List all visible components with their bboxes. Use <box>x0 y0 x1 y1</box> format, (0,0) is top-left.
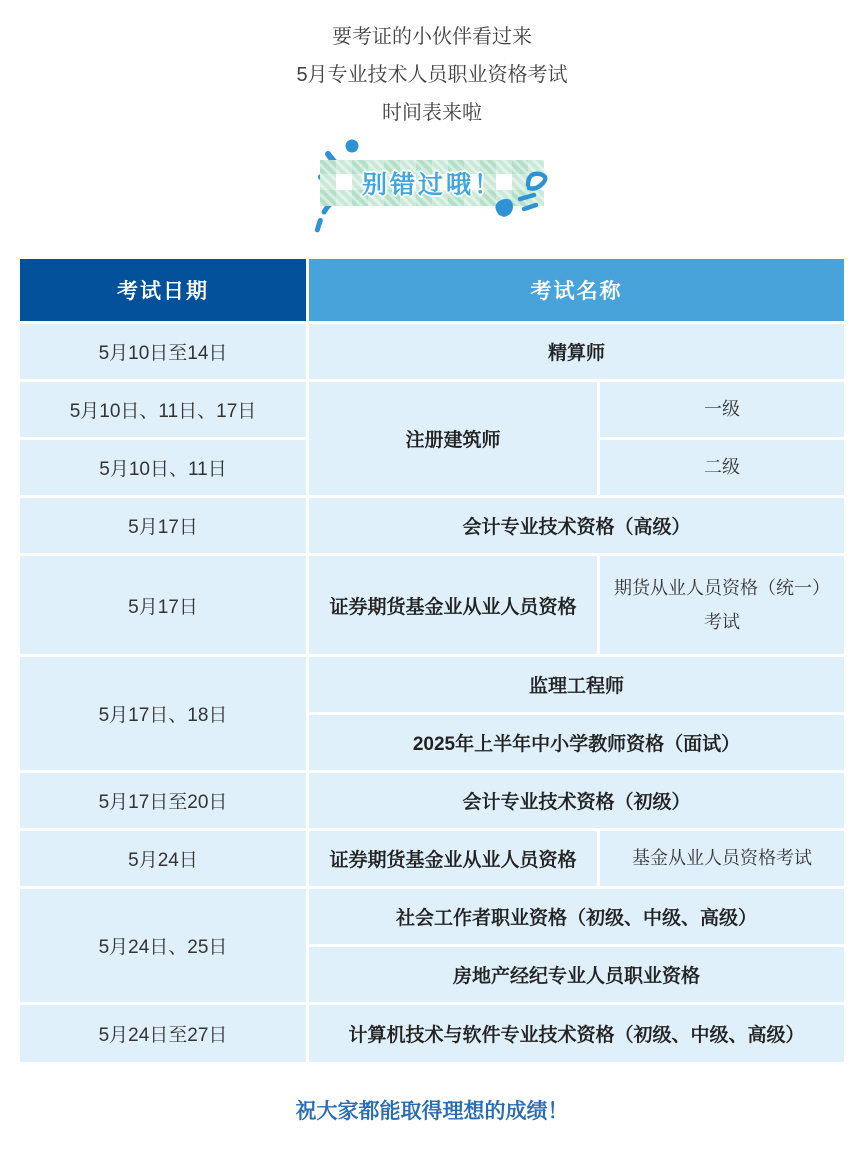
title-line-1: 要考证的小伙伴看过来 <box>332 26 532 48</box>
exam-level-cell: 期货从业人员资格（统一）考试 <box>600 556 844 654</box>
table-row <box>20 1005 844 1062</box>
badge-label: 别错过哦！ <box>361 171 502 199</box>
title-line-3: 时间表来啦 <box>382 102 482 124</box>
exam-schedule-table <box>17 256 847 1065</box>
exam-name-cell: 房地产经纪专业人员职业资格 <box>309 947 844 1002</box>
exam-date-cell: 5月10日至14日 <box>20 324 306 379</box>
exam-date-cell: 5月17日、18日 <box>20 657 306 770</box>
table-row <box>20 556 844 654</box>
column-header-exam-date: 考试日期 <box>20 259 306 321</box>
table-row <box>20 382 844 437</box>
exam-name-cell: 会计专业技术资格（初级） <box>309 773 844 828</box>
table-row <box>20 889 844 944</box>
exam-date-cell: 5月24日至27日 <box>20 1005 306 1062</box>
exam-name-cell: 2025年上半年中小学教师资格（面试） <box>309 715 844 770</box>
table-row <box>20 324 844 379</box>
exam-name-cell: 社会工作者职业资格（初级、中级、高级） <box>309 889 844 944</box>
column-header-exam-name: 考试名称 <box>309 259 844 321</box>
table-row <box>20 657 844 712</box>
exam-date-cell: 5月17日 <box>20 556 306 654</box>
exam-name-cell: 会计专业技术资格（高级） <box>309 498 844 553</box>
footer-wish: 祝大家都能取得理想的成绩！ <box>295 1100 569 1123</box>
exam-date-cell: 5月10日、11日 <box>20 440 306 495</box>
table-header-row <box>20 259 844 321</box>
exam-date-cell: 5月24日、25日 <box>20 889 306 1002</box>
exam-name-cell: 证券期货基金业从业人员资格 <box>309 831 597 886</box>
exam-name-cell: 计算机技术与软件专业技术资格（初级、中级、高级） <box>309 1005 844 1062</box>
table-row <box>20 498 844 553</box>
table-row <box>20 831 844 886</box>
table-row <box>20 773 844 828</box>
exam-date-cell: 5月24日 <box>20 831 306 886</box>
exam-date-cell: 5月17日 <box>20 498 306 553</box>
exam-level-cell: 基金从业人员资格考试 <box>600 831 844 886</box>
dont-miss-badge <box>320 160 544 206</box>
swoosh-doodle-icon <box>490 168 552 220</box>
title-line-2: 5月专业技术人员职业资格考试 <box>296 64 568 86</box>
title-block <box>0 0 864 132</box>
exam-name-cell: 精算师 <box>309 324 844 379</box>
exam-level-cell: 一级 <box>600 382 844 437</box>
exam-level-cell: 二级 <box>600 440 844 495</box>
exam-date-cell: 5月10日、11日、17日 <box>20 382 306 437</box>
exam-date-cell: 5月17日至20日 <box>20 773 306 828</box>
exam-name-cell: 监理工程师 <box>309 657 844 712</box>
exam-name-cell: 注册建筑师 <box>309 382 597 495</box>
exam-name-cell: 证券期货基金业从业人员资格 <box>309 556 597 654</box>
